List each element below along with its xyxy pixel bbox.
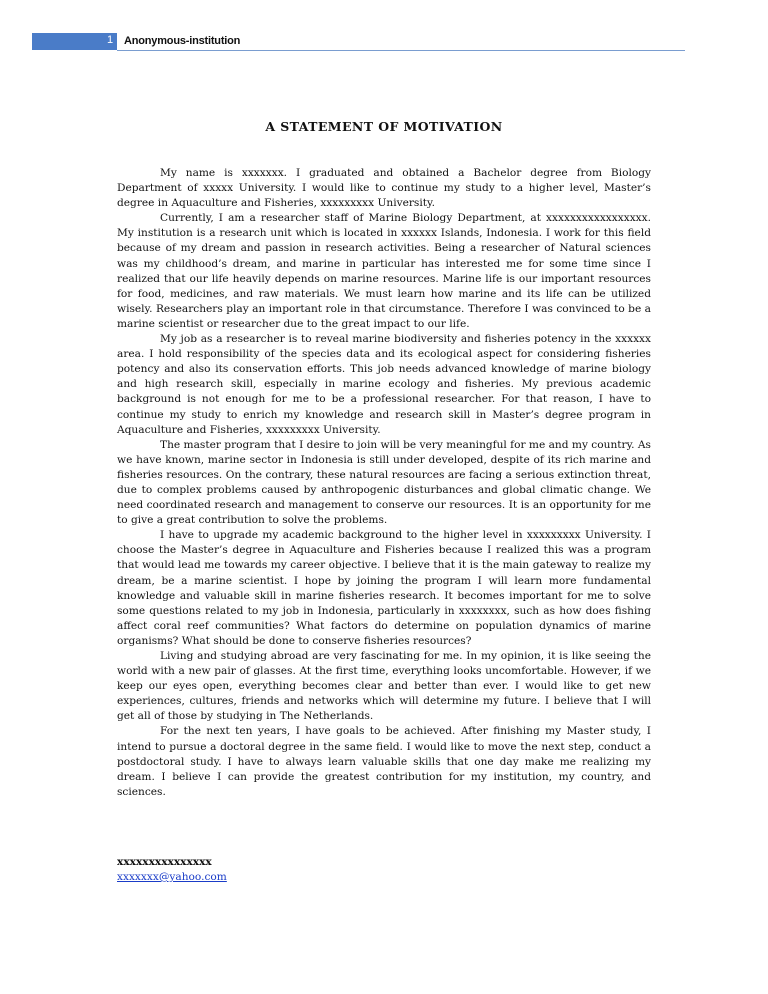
paragraph: The master program that I desire to join will be very meaningful for me and my country. As we have known, marine sector in Indonesia is still under developed, despite of its rich marine and fisheries resources. On the contrary, these natural resources are facing a serious extinction threat, due to complex problems caused by anthropogenic disturbances and global climatic change. We need coordinated research and management to conserve our resources. It is an opportunity for me to give a great contribution to solve the problems. (117, 438, 651, 527)
page-header (32, 33, 652, 51)
document-body (117, 166, 651, 800)
signature-name: xxxxxxxxxxxxxxx (117, 856, 212, 868)
signature-email-link[interactable]: xxxxxxx@yahoo.com (117, 871, 227, 883)
paragraph: For the next ten years, I have goals to be achieved. After finishing my Master study, I intend to pursue a doctoral degree in the same field. I would like to move the next step, conduct a postdoctoral study. I have to always learn valuable skills that one day make me realizing my dream. I believe I can provide the greatest contribution for my institution, my country, and sciences. (117, 725, 651, 798)
paragraph: Living and studying abroad are very fascinating for me. In my opinion, it is like seeing the world with a new pair of glasses. At the first time, everything looks uncomfortable. However, if we keep our eyes open, everything becomes clear and better than ever. I would like to get new experiences, cultures, friends and networks which will determine my future. I believe that I will get all of those by studying in The Netherlands. (117, 650, 651, 723)
signature-block (117, 855, 227, 885)
paragraph: My job as a researcher is to reveal marine biodiversity and fisheries potency in the xxxxxx area. I hold responsibility of the species data and its ecological aspect for considering fisheries potency and also its conservation efforts. This job needs advanced knowledge of marine biology and high research skill, especially in marine ecology and fisheries. My previous academic background is not enough for me to be a professional researcher. For that reason, I have to continue my study to enrich my knowledge and research skill in Master’s degree program in Aquaculture and Fisheries, xxxxxxxxx University. (117, 333, 651, 436)
header-rule (117, 50, 685, 51)
paragraph: I have to upgrade my academic background to the higher level in xxxxxxxxx University. I choose the Master’s degree in Aquaculture and Fisheries because I realized this was a program that would lead me towards my career objective. I believe that it is the main gateway to realize my dream, be a marine scientist. I hope by joining the program I will learn more fundamental knowledge and valuable skill in marine fisheries research. It becomes important for me to solve some questions related to my job in Indonesia, particularly in xxxxxxxx, such as how does fishing affect coral reef communities? What factors do determine on population dynamics of marine organisms? What should be done to conserve fisheries resources? (117, 529, 651, 647)
document-title: A STATEMENT OF MOTIVATION (265, 119, 503, 134)
page-number-box (32, 33, 117, 50)
paragraph: Currently, I am a researcher staff of Marine Biology Department, at xxxxxxxxxxxxxxxxx. My institution is a research unit which is located in xxxxxx Islands, Indonesia. I work for this field because of my dream and passion in research activities. Being a researcher of Natural sciences was my childhood’s dream, and marine in particular has interested me for some time since I realized that our life heavily depends on marine resources. Marine life is our important resources for food, medicines, and raw materials. We must learn how marine and its life can be utilized wisely. Researchers play an important role in that circumstance. Therefore I was convinced to be a marine scientist or researcher due to the great impact to our life. (117, 212, 651, 330)
header-institution: Anonymous-institution (124, 35, 241, 47)
paragraph: My name is xxxxxxx. I graduated and obtained a Bachelor degree from Biology Department of xxxxx University. I would like to continue my study to a higher level, Master’s degree in Aquaculture and Fisheries, xxxxxxxxx University. (117, 167, 651, 210)
page-number: 1 (106, 34, 114, 46)
